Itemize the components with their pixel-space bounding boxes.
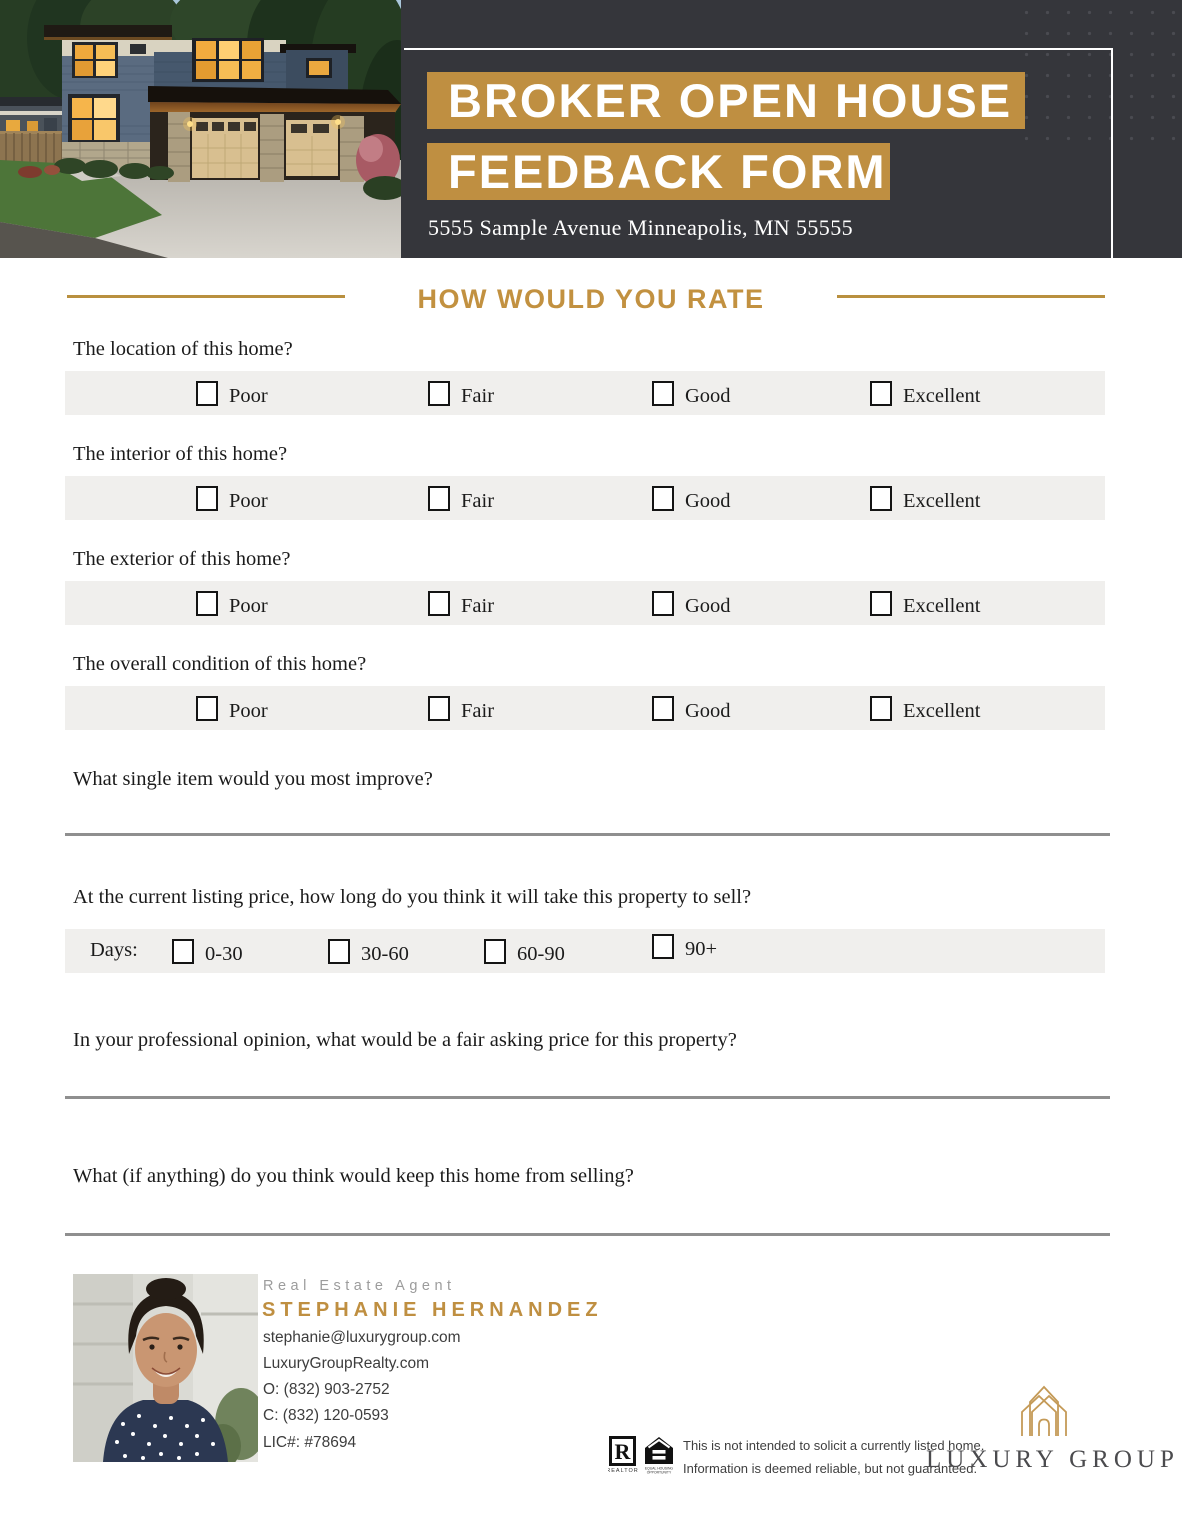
agent-email[interactable]: stephanie@luxurygroup.com — [263, 1329, 461, 1346]
house-photo — [0, 0, 401, 258]
realtor-r-glyph: R — [614, 1439, 631, 1464]
option-label: 30-60 — [361, 943, 409, 965]
option-label: Fair — [461, 385, 495, 407]
rating-row-interior — [65, 476, 1105, 520]
form-title-line2: FEEDBACK FORM — [427, 143, 890, 200]
equal-housing-label-2: OPPORTUNITY — [646, 1470, 672, 1475]
checkbox-days-90-plus[interactable] — [652, 934, 674, 959]
checkbox-location-fair[interactable] — [428, 381, 450, 406]
option-label: Fair — [461, 595, 495, 617]
brand-name: LUXURY GROUP — [926, 1446, 1179, 1473]
agent-photo — [73, 1274, 258, 1462]
equal-housing-icon — [644, 1436, 674, 1476]
header-frame-right — [1111, 48, 1113, 258]
house-photo-illustration — [0, 0, 401, 258]
disclaimer-line-1: This is not intended to solicit a currently listed home. — [683, 1438, 985, 1453]
agent-office-phone: O: (832) 903-2752 — [263, 1381, 390, 1398]
option-label: Poor — [229, 490, 268, 512]
answer-line-selling[interactable] — [65, 1233, 1110, 1236]
checkbox-exterior-excellent[interactable] — [870, 591, 892, 616]
option-label: Excellent — [903, 595, 981, 617]
option-label: Good — [685, 490, 731, 512]
answer-line-improve[interactable] — [65, 833, 1110, 836]
checkbox-days-60-90[interactable] — [484, 939, 506, 964]
form-title-line1: BROKER OPEN HOUSE — [427, 72, 1025, 129]
question-condition: The overall condition of this home? — [73, 653, 367, 675]
checkbox-location-poor[interactable] — [196, 381, 218, 406]
checkbox-interior-fair[interactable] — [428, 486, 450, 511]
option-label: Poor — [229, 595, 268, 617]
checkbox-condition-excellent[interactable] — [870, 696, 892, 721]
agent-license: LIC#: #78694 — [263, 1434, 357, 1451]
rating-row-exterior — [65, 581, 1105, 625]
agent-name: STEPHANIE HERNANDEZ — [262, 1299, 603, 1321]
realtor-logo — [608, 1436, 638, 1476]
option-label: 60-90 — [517, 943, 565, 965]
disclaimer-line-2: Information is deemed reliable, but not guaranteed. — [683, 1461, 978, 1476]
option-label: Good — [685, 385, 731, 407]
checkbox-days-30-60[interactable] — [328, 939, 350, 964]
question-days-to-sell: At the current listing price, how long do you think it will take this property to sell? — [73, 886, 752, 908]
checkbox-exterior-good[interactable] — [652, 591, 674, 616]
question-interior: The interior of this home? — [73, 443, 288, 465]
dot-grid-decoration — [1016, 2, 1182, 150]
checkbox-location-good[interactable] — [652, 381, 674, 406]
luxury-group-house-icon — [1014, 1376, 1074, 1438]
question-asking-price: In your professional opinion, what would be a fair asking price for this property? — [73, 1029, 737, 1051]
answer-line-price[interactable] — [65, 1096, 1110, 1099]
checkbox-condition-fair[interactable] — [428, 696, 450, 721]
question-keep-from-selling: What (if anything) do you think would keep this home from selling? — [73, 1165, 634, 1187]
section-title: HOW WOULD YOU RATE — [417, 284, 765, 314]
option-label: Good — [685, 700, 731, 722]
option-label: Excellent — [903, 385, 981, 407]
question-location: The location of this home? — [73, 338, 293, 360]
option-label: Excellent — [903, 490, 981, 512]
option-label: 90+ — [685, 938, 718, 960]
checkbox-condition-poor[interactable] — [196, 696, 218, 721]
rating-row-condition — [65, 686, 1105, 730]
checkbox-exterior-poor[interactable] — [196, 591, 218, 616]
checkbox-condition-good[interactable] — [652, 696, 674, 721]
option-label: Fair — [461, 700, 495, 722]
realtor-logo-label: REALTOR — [608, 1468, 638, 1474]
header-frame-top — [404, 48, 1113, 50]
question-exterior: The exterior of this home? — [73, 548, 291, 570]
days-row — [65, 929, 1105, 973]
agent-website[interactable]: LuxuryGroupRealty.com — [263, 1355, 429, 1372]
property-address: 5555 Sample Avenue Minneapolis, MN 55555 — [428, 215, 853, 240]
days-prefix: Days: — [90, 939, 138, 961]
checkbox-days-0-30[interactable] — [172, 939, 194, 964]
section-divider-right — [837, 295, 1105, 298]
option-label: Excellent — [903, 700, 981, 722]
agent-role: Real Estate Agent — [263, 1278, 456, 1294]
option-label: Fair — [461, 490, 495, 512]
checkbox-interior-excellent[interactable] — [870, 486, 892, 511]
agent-cell-phone: C: (832) 120-0593 — [263, 1407, 389, 1424]
rating-row-location — [65, 371, 1105, 415]
option-label: Poor — [229, 385, 268, 407]
checkbox-location-excellent[interactable] — [870, 381, 892, 406]
option-label: Poor — [229, 700, 268, 722]
agent-portrait-illustration — [73, 1274, 258, 1462]
checkbox-exterior-fair[interactable] — [428, 591, 450, 616]
checkbox-interior-poor[interactable] — [196, 486, 218, 511]
option-label: 0-30 — [205, 943, 243, 965]
question-improve: What single item would you most improve? — [73, 768, 433, 790]
option-label: Good — [685, 595, 731, 617]
checkbox-interior-good[interactable] — [652, 486, 674, 511]
equal-housing-label-1: EQUAL HOUSING — [644, 1466, 674, 1471]
